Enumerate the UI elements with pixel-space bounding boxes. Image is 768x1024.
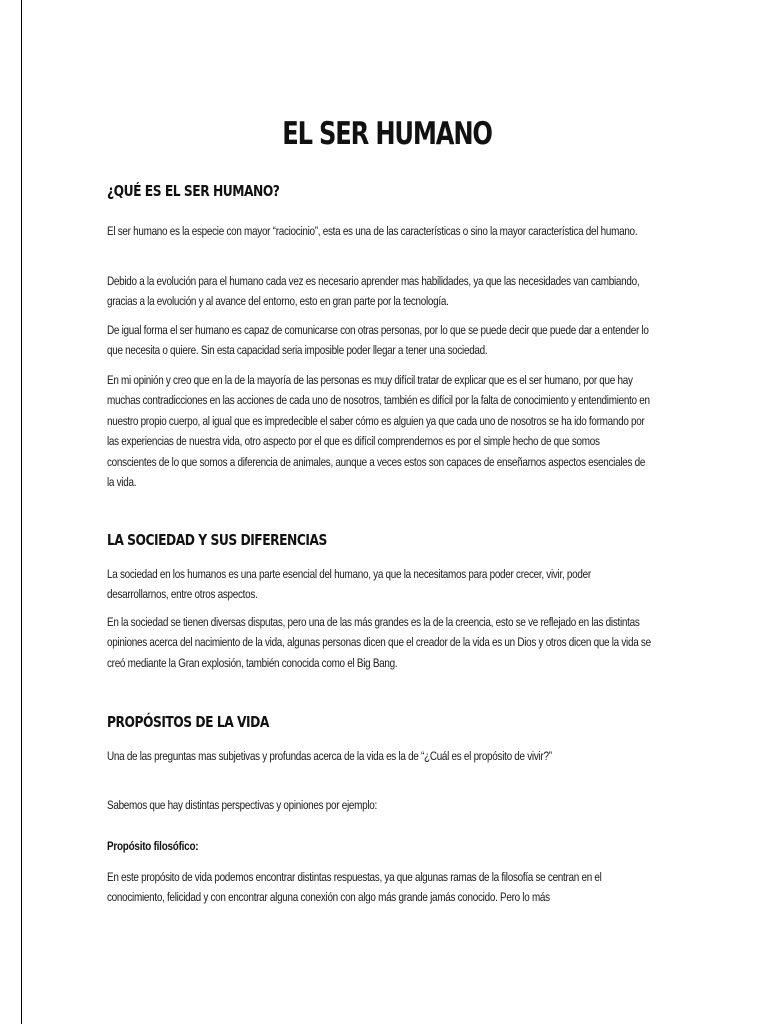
section-heading-sociedad: LA SOCIEDAD Y SUS DIFERENCIAS xyxy=(107,531,327,549)
page-left-border xyxy=(21,0,22,1024)
paragraph: Debido a la evolución para el humano cada vez es necesario aprender mas habilidades, ya que las necesidades van cambiando, gracias a la evolución y al avance del entorno, esto en gran parte por la tecnología. xyxy=(107,274,640,309)
paragraph: Una de las preguntas mas subjetivas y profundas acerca de la vida es la de “¿Cuál es el propósito de vivir?” xyxy=(107,749,552,763)
paragraph: De igual forma el ser humano es capaz de comunicarse con otras personas, por lo que se puede decir que puede dar a entender lo que necesita o quiere. Sin esta capacidad seria imposible poder llegar a tener una sociedad. xyxy=(107,323,649,358)
paragraph: Sabemos que hay distintas perspectivas y opiniones por ejemplo: xyxy=(107,798,377,812)
paragraph: En la sociedad se tienen diversas disputas, pero una de las más grandes es la de la creencia, esto se ve reflejado en las distintas opiniones acerca del nacimiento de la vida, algunas personas dicen que el creador de la vida es un Dios y otros dicen que la vida se creó mediante la Gran explosión, también conocida como el Big Bang. xyxy=(107,615,651,670)
paragraph: La sociedad en los humanos es una parte esencial del humano, ya que la necesitamos para poder crecer, vivir, poder desarrollarnos, entre otros aspectos. xyxy=(107,567,591,602)
paragraph: El ser humano es la especie con mayor “raciocinio”, esta es una de las características o sino la mayor característica del humano. xyxy=(107,224,638,238)
subheading-proposito-filosofico: Propósito filosófico: xyxy=(107,839,199,853)
paragraph: En mi opinión y creo que en la de la mayoría de las personas es muy difícil tratar de explicar que es el ser humano, por que hay muchas contradicciones en las acciones de cada uno de nosotros, también es difícil por la falta de conocimiento y entendimiento en nuestro propio cuerpo, al igual que es impredecible el saber cómo es alguien ya que cada uno de nosotros se ha ido formando por las experiencias de nuestra vida, otro aspecto por el que es difícil comprendernos es por el simple hecho de que somos conscientes de lo que somos a diferencia de animales, aunque a veces estos son capaces de enseñarnos aspectos esenciales de la vida. xyxy=(107,373,650,490)
section-heading-que-es: ¿QUÉ ES EL SER HUMANO? xyxy=(107,182,280,200)
document-title: EL SER HUMANO xyxy=(282,116,492,152)
section-heading-propositos: PROPÓSITOS DE LA VIDA xyxy=(107,713,269,731)
paragraph: En este propósito de vida podemos encontrar distintas respuestas, ya que algunas ramas de la filosofía se centran en el conocimiento, felicidad y con encontrar alguna conexión con algo más grande jamás conocido. Pero lo más xyxy=(107,870,602,905)
